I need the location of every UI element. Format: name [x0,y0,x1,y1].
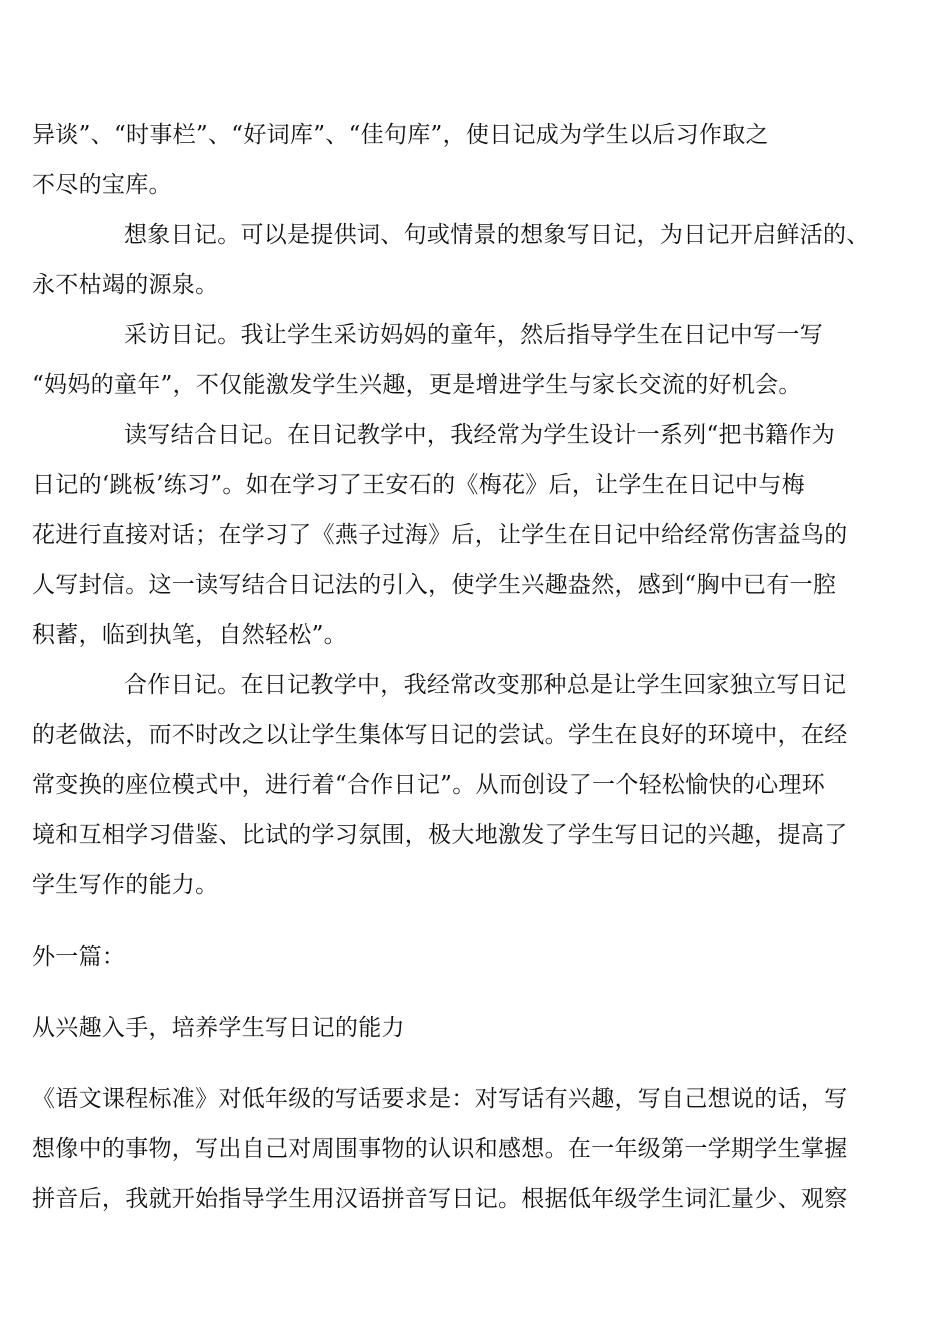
text-line: 从兴趣入手，培养学生写日记的能力 [32,1015,405,1041]
text-line: 不尽的宝库。 [32,172,172,198]
text-line: 常变换的座位模式中，进行着“合作日记”。从而创设了一个轻松愉快的心理环 [32,772,826,798]
text-line: 永不枯竭的源泉。 [32,272,219,298]
text-line: 想象日记。可以是提供词、句或情景的想象写日记，为日记开启鲜活的、 [124,222,870,248]
text-line: 境和互相学习借鉴、比试的学习氛围，极大地激发了学生写日记的兴趣，提高了 [32,822,848,848]
text-line: 《语文课程标准》对低年级的写话要求是：对写话有兴趣，写自己想说的话，写 [32,1086,848,1112]
text-line: 拼音后，我就开始指导学生用汉语拼音写日记。根据低年级学生词汇量少、观察 [32,1186,848,1212]
text-line: 合作日记。在日记教学中，我经常改变那种总是让学生回家独立写日记 [124,672,847,698]
section-label-extra-article [32,932,838,982]
paragraph-curriculum-standard [32,1074,848,1224]
text-line: 采访日记。我让学生采访妈妈的童年，然后指导学生在日记中写一写 [124,322,823,348]
article-title [32,1003,838,1053]
paragraph-reading-writing-diary [32,410,848,660]
text-line: 外一篇： [32,944,126,970]
text-line: 读写结合日记。在日记教学中，我经常为学生设计一系列“把书籍作为 [124,422,836,448]
text-line: 异谈”、“时事栏”、“好词库”、“佳句库”，使日记成为学生以后习作取之 [32,122,769,148]
text-line: 人写封信。这一读写结合日记法的引入，使学生兴趣盎然，感到“胸中已有一腔 [32,572,837,598]
paragraph-treasury [32,110,838,210]
text-line: 的老做法，而不时改之以让学生集体写日记的尝试。学生在良好的环境中，在经 [32,722,848,748]
text-line: 想像中的事物，写出自己对周围事物的认识和感想。在一年级第一学期学生掌握 [32,1136,848,1162]
text-line: “妈妈的童年”，不仅能激发学生兴趣，更是增进学生与家长交流的好机会。 [32,372,802,398]
text-line: 花进行直接对话；在学习了《燕子过海》后，让学生在日记中给经常伤害益鸟的 [32,522,848,548]
text-line: 积蓄，临到执笔，自然轻松”。 [32,622,347,648]
paragraph-interview-diary [32,310,838,410]
paragraph-cooperative-diary [32,660,848,910]
text-line: 学生写作的能力。 [32,872,219,898]
text-line: 日记的‘跳板’练习”。如在学习了王安石的《梅花》后，让学生在日记中与梅 [32,472,805,498]
paragraph-imagination-diary [32,210,870,310]
